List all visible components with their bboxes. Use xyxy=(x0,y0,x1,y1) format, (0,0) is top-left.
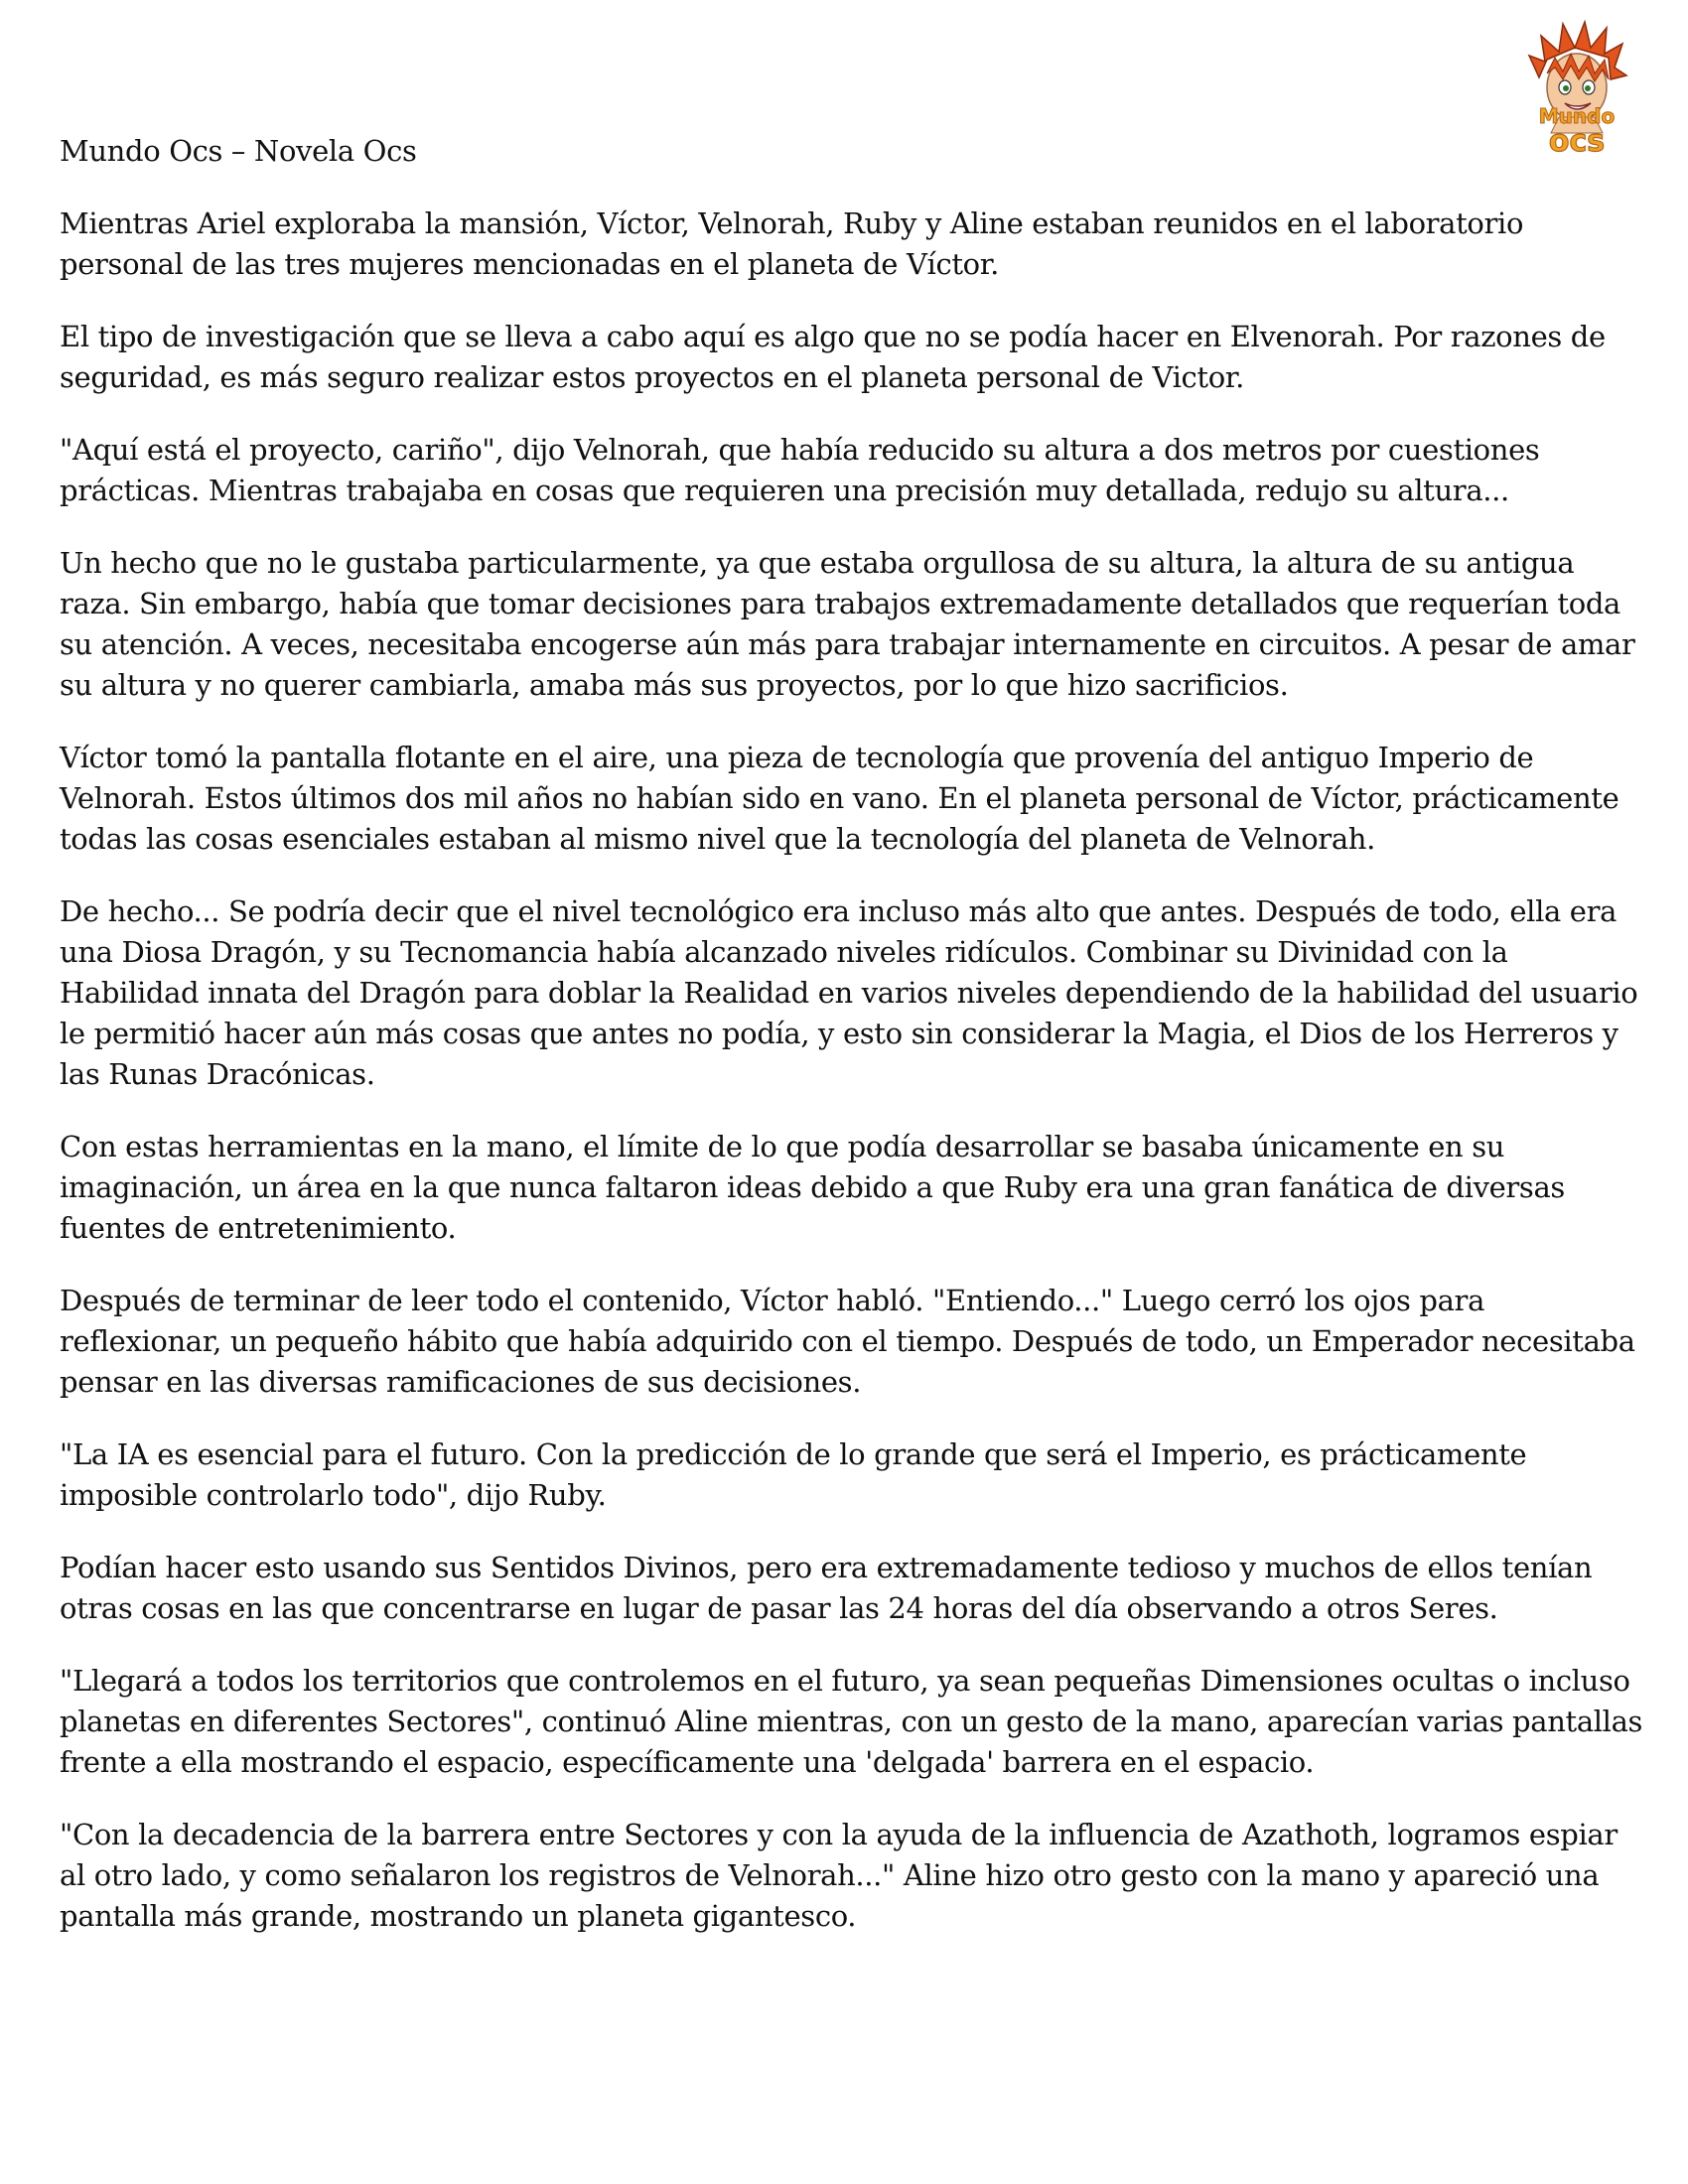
paragraph: Mientras Ariel exploraba la mansión, Víctor, Velnorah, Ruby y Aline estaban reunidos en el laboratorio personal de las tres mujeres mencionadas en el planeta de Víctor. xyxy=(60,206,1524,281)
document-header: Mundo Ocs – Novela Ocs xyxy=(60,134,417,168)
paragraph: De hecho... Se podría decir que el nivel tecnológico era incluso más alto que antes. Después de todo, ella era una Diosa Dragón, y su Tecnomancia había alcanzado niveles ridículos. Combinar su Divinidad con la Habilidad innata del Dragón para doblar la Realidad en varios niveles dependiendo de la habilidad del usuario le permitió hacer aún más cosas que antes no podía, y esto sin considerar la Magia, el Dios de los Herreros y las Runas Dracónicas. xyxy=(60,894,1638,1091)
paragraph: "Con la decadencia de la barrera entre Sectores y con la ayuda de la influencia de Azathoth, logramos espiar al otro lado, y como señalaron los registros de Velnorah..." Aline hizo otro gesto con la mano y apareció una pantalla más grande, mostrando un planeta gigantesco. xyxy=(60,1818,1618,1933)
svg-text:ocs: ocs xyxy=(1548,124,1606,159)
paragraph: "Aquí está el proyecto, cariño", dijo Velnorah, que había reducido su altura a dos metros por cuestiones prácticas. Mientras trabajaba en cosas que requieren una precisión muy detallada, redujo su altura... xyxy=(60,433,1540,507)
paragraph: "La IA es esencial para el futuro. Con la predicción de lo grande que será el Imperio, es prácticamente imposible controlarlo todo", dijo Ruby. xyxy=(60,1437,1527,1512)
svg-text:Mundo: Mundo xyxy=(1538,104,1616,128)
paragraph: Víctor tomó la pantalla flotante en el aire, una pieza de tecnología que provenía del antiguo Imperio de Velnorah. Estos últimos dos mil años no habían sido en vano. En el planeta personal de Víctor, prácticamente todas las cosas esenciales estaban al mismo nivel que la tecnología del planeta de Velnorah. xyxy=(60,741,1619,856)
paragraph: El tipo de investigación que se lleva a cabo aquí es algo que no se podía hacer en Elvenorah. Por razones de seguridad, es más seguro realizar estos proyectos en el planeta personal de Victor. xyxy=(60,320,1606,394)
document-body xyxy=(60,131,1648,1969)
paragraph: "Llegará a todos los territorios que controlemos en el futuro, ya sean pequeñas Dimensiones ocultas o incluso planetas en diferentes Sectores", continuó Aline mientras, con un gesto de la mano, aparecían varias pantallas frente a ella mostrando el espacio, específicamente una 'delgada' barrera en el espacio. xyxy=(60,1664,1643,1779)
paragraph: Un hecho que no le gustaba particularmente, ya que estaba orgullosa de su altura, la altura de su antigua raza. Sin embargo, había que tomar decisiones para trabajos extremadamente detallados que requerían toda su atención. A veces, necesitaba encogerse aún más para trabajar internamente en circuitos. A pesar de amar su altura y no querer cambiarla, amaba más sus proyectos, por lo que hizo sacrificios. xyxy=(60,546,1635,702)
paragraph: Podían hacer esto usando sus Sentidos Divinos, pero era extremadamente tedioso y muchos de ellos tenían otras cosas en las que concentrarse en lugar de pasar las 24 horas del día observando a otros Seres. xyxy=(60,1551,1593,1625)
paragraph: Después de terminar de leer todo el contenido, Víctor habló. "Entiendo..." Luego cerró los ojos para reflexionar, un pequeño hábito que había adquirido con el tiempo. Después de todo, un Emperador necesitaba pensar en las diversas ramificaciones de sus decisiones. xyxy=(60,1284,1635,1399)
paragraph: Con estas herramientas en la mano, el límite de lo que podía desarrollar se basaba únicamente en su imaginación, un área en la que nunca faltaron ideas debido a que Ruby era una gran fanática de diversas fuentes de entretenimiento. xyxy=(60,1130,1565,1245)
